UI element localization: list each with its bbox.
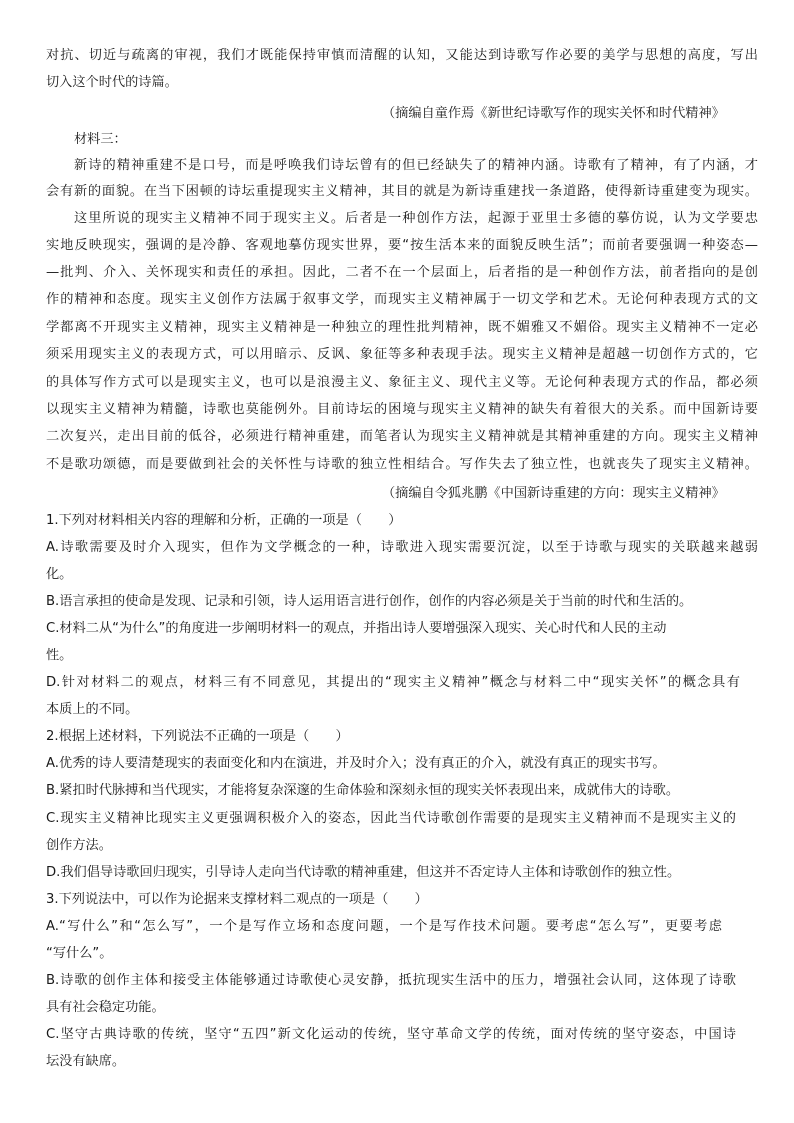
text-line: 作的精神和态度。现实主义创作方法属于叙事文学，而现实主义精神属于一切文学和艺术。无论何种表现方式的文 [46,292,758,307]
option-c-cont: 性。 [46,648,73,663]
option-c: C.材料二从“为什么”的角度进一步阐明材料一的观点，并指出诗人要增强深入现实、关心时代和人民的主动 [46,621,667,636]
text-line: 会有新的面貌。在当下困顿的诗坛重提现实主义精神，其目的就是为新诗重建找一条道路，使得新诗重建变为现实。 [46,184,758,199]
source-citation: （摘编自令狐兆鹏《中国新诗重建的方向：现实主义精神》 [382,486,725,501]
text-line: 实地反映现实，强调的是冷静、客观地摹仿现实世界，要“按生活本来的面貌反映生活”；而前者要强调一种姿态— [46,238,758,253]
option-b: B.紧扣时代脉搏和当代现实，才能将复杂深邃的生命体验和深刻永恒的现实关怀表现出来，成就伟大的诗歌。 [46,783,680,798]
option-a: A.优秀的诗人要清楚现实的表面变化和内在演进，并及时介入；没有真正的介入，就没有真正的现实书写。 [46,756,666,771]
option-a-cont: “写什么”。 [46,946,113,961]
option-a: A.诗歌需要及时介入现实，但作为文学概念的一种，诗歌进入现实需要沉淀，以至于诗歌与现实的关联越来越弱 [46,540,758,555]
option-c: C.坚守古典诗歌的传统，坚守“五四”新文化运动的传统，坚守革命文学的传统，面对传统的坚守姿态，中国诗 [46,1027,736,1042]
text-line: 对抗、切近与疏离的审视，我们才既能保持审慎而清醒的认知，又能达到诗歌写作必要的美学与思想的高度，写出 [46,48,758,63]
text-line: 学都离不开现实主义精神，现实主义精神是一种独立的理性批判精神，既不媚雅又不媚俗。现实主义精神不一定必 [46,320,758,335]
option-d: D.针对材料二的观点，材料三有不同意见，其提出的“现实主义精神”概念与材料二中“现实关怀”的概念具有 [46,675,740,690]
option-b-cont: 具有社会稳定功能。 [46,1000,165,1015]
text-line: 新诗的精神重建不是口号，而是呼唤我们诗坛曾有的但已经缺失了的精神内涵。诗歌有了精神，有了内涵，才 [74,158,758,173]
question-stem: 3.下列说法中，可以作为论据来支撑材料二观点的一项是（ ） [46,892,428,907]
option-a: A.“写什么”和“怎么写”，一个是写作立场和态度问题，一个是写作技术问题。要考虑“怎么写”，更要考虑 [46,919,722,934]
question-stem: 2.根据上述材料，下列说法不正确的一项是（ ） [46,729,349,744]
text-line: —批判、介入、关怀现实和责任的承担。因此，二者不在一个层面上，后者指的是一种创作方法，前者指向的是创 [46,265,758,280]
text-line: 二次复兴，走出目前的低谷，必须进行精神重建，而笔者认为现实主义精神就是其精神重建的方向。现实主义精神 [46,429,758,444]
option-d-cont: 本质上的不同。 [46,702,139,717]
option-c-cont: 坛没有缺席。 [46,1054,126,1069]
question-stem: 1.下列对材料相关内容的理解和分析，正确的一项是（ ） [46,513,402,528]
option-b: B.诗歌的创作主体和接受主体能够通过诗歌使心灵安静，抵抗现实生活中的压力，增强社会认同，这体现了诗歌 [46,973,736,988]
text-line: 须采用现实主义的表现方式，可以用暗示、反讽、象征等多种表现手法。现实主义精神是超越一切创作方式的，它 [46,347,758,362]
option-b: B.语言承担的使命是发现、记录和引领，诗人运用语言进行创作，创作的内容必须是关于当前的时代和生活的。 [46,594,693,609]
option-d: D.我们倡导诗歌回归现实，引导诗人走向当代诗歌的精神重建，但这并不否定诗人主体和诗歌创作的独立性。 [46,865,681,880]
text-line: 不是歌功颂德，而是要做到社会的关怀性与诗歌的独立性相结合。写作失去了独立性，也就丧失了现实主义精神。 [46,457,758,472]
text-line: 以现实主义精神为精髓，诗歌也莫能例外。目前诗坛的困境与现实主义精神的缺失有着很大的关系。而中国新诗要 [46,402,758,417]
option-c: C.现实主义精神比现实主义更强调积极介入的姿态，因此当代诗歌创作需要的是现实主义精神而不是现实主义的 [46,811,736,826]
option-c-cont: 创作方法。 [46,838,112,853]
option-a-cont: 化。 [46,567,73,582]
text-line: 的具体写作方式可以是现实主义，也可以是浪漫主义、象征主义、现代主义等。无论何种表现方式的作品，都必须 [46,375,758,390]
text-line: 切入这个时代的诗篇。 [46,75,178,90]
source-citation: （摘编自童作焉《新世纪诗歌写作的现实关怀和时代精神》 [382,106,725,121]
text-line: 这里所说的现实主义精神不同于现实主义。后者是一种创作方法，起源于亚里士多德的摹仿说，认为文学要忠 [74,211,758,226]
section-heading: 材料三： [74,132,127,147]
